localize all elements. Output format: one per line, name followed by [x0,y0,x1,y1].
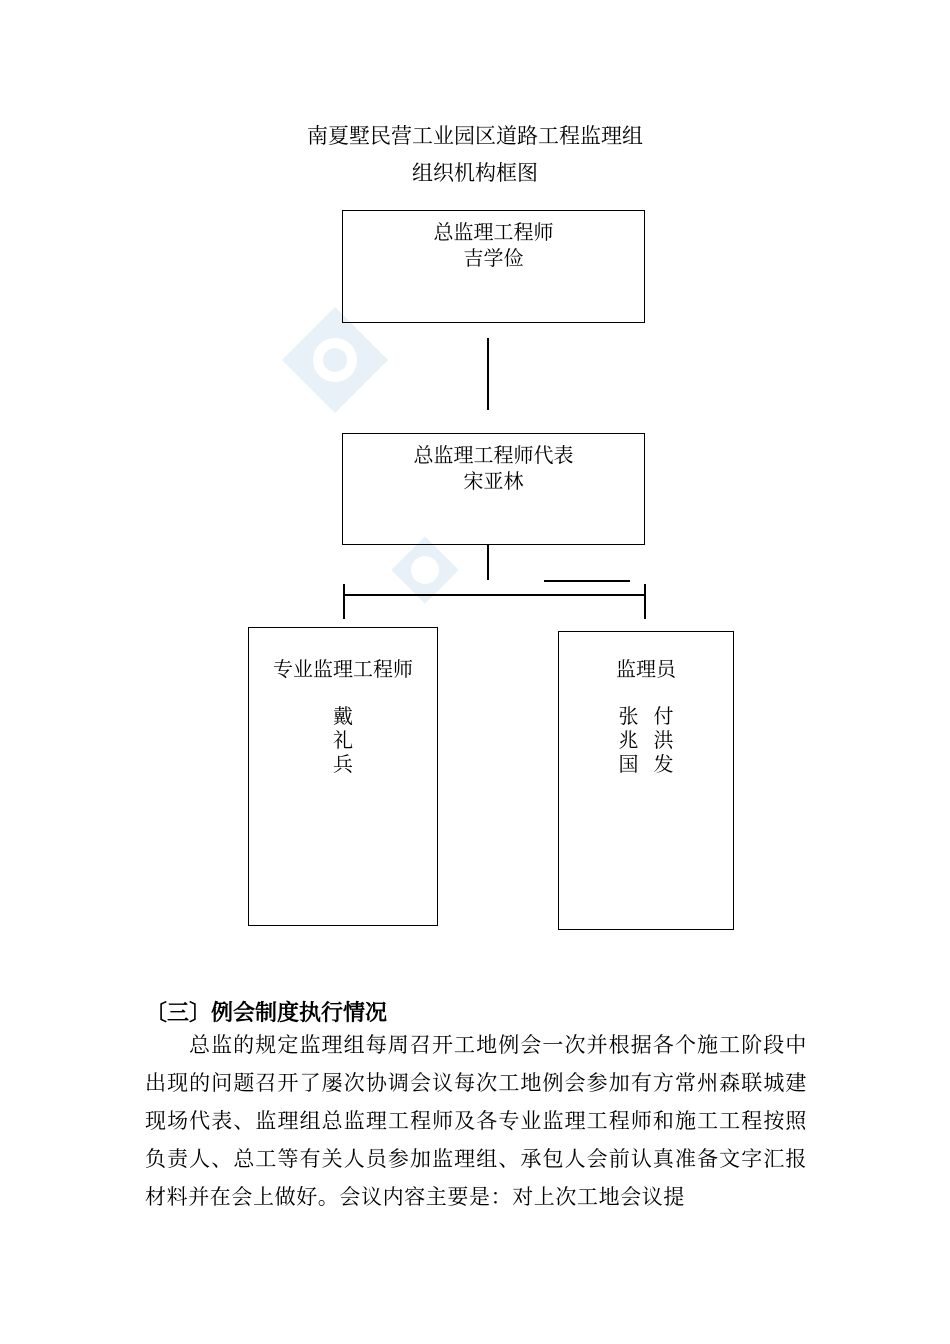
specialist-role: 专业监理工程师 [273,657,413,681]
section-heading: 〔三〕例会制度执行情况 [145,1000,388,1026]
name-char: 礼 [333,728,353,752]
name-char: 兆 [618,728,639,752]
name-char: 张 [618,704,639,728]
supervisor-name-column [649,704,679,776]
chief-engineer-box [342,210,645,323]
deputy-role: 总监理工程师代表 [413,443,574,467]
specialist-names [249,704,437,776]
diagram-title: 南夏墅民营工业园区道路工程监理组 [307,124,643,148]
name-char: 戴 [333,704,353,728]
name-char: 付 [653,704,674,728]
specialist-engineer-box [248,627,438,926]
supervisor-role: 监理员 [616,657,676,681]
chief-role: 总监理工程师 [433,220,554,244]
connector-deputy-branch [487,545,489,580]
name-char: 洪 [653,728,674,752]
name-char: 国 [618,752,639,776]
branch-left-drop [343,584,345,619]
branch-horizontal-line [343,594,645,596]
specialist-name-column [328,704,358,776]
diagram-subtitle: 组织机构框图 [412,161,538,185]
name-char: 发 [653,752,674,776]
branch-right-drop [644,584,646,619]
chief-name: 吉学俭 [463,246,524,270]
section-paragraph: 总监的规定监理组每周召开工地例会一次并根据各个施工阶段中出现的问题召开了屡次协调会议每次工地例会参加有方常州森联城建现场代表、监理组总监理工程师及各专业监理工程师和施工工程按照负责人、总工等有关人员参加监理组、承包人会前认真准备文字汇报材料并在会上做好。会议内容主要是：对上次工地会议提 [145,1033,807,1209]
supervisor-box [558,631,734,930]
supervisor-names [559,704,733,776]
deputy-engineer-box [342,433,645,545]
deputy-name: 宋亚林 [463,469,524,493]
name-char: 兵 [333,752,353,776]
connector-chief-deputy [487,338,489,410]
branch-stub-line [544,580,630,582]
supervisor-name-column [613,704,643,776]
